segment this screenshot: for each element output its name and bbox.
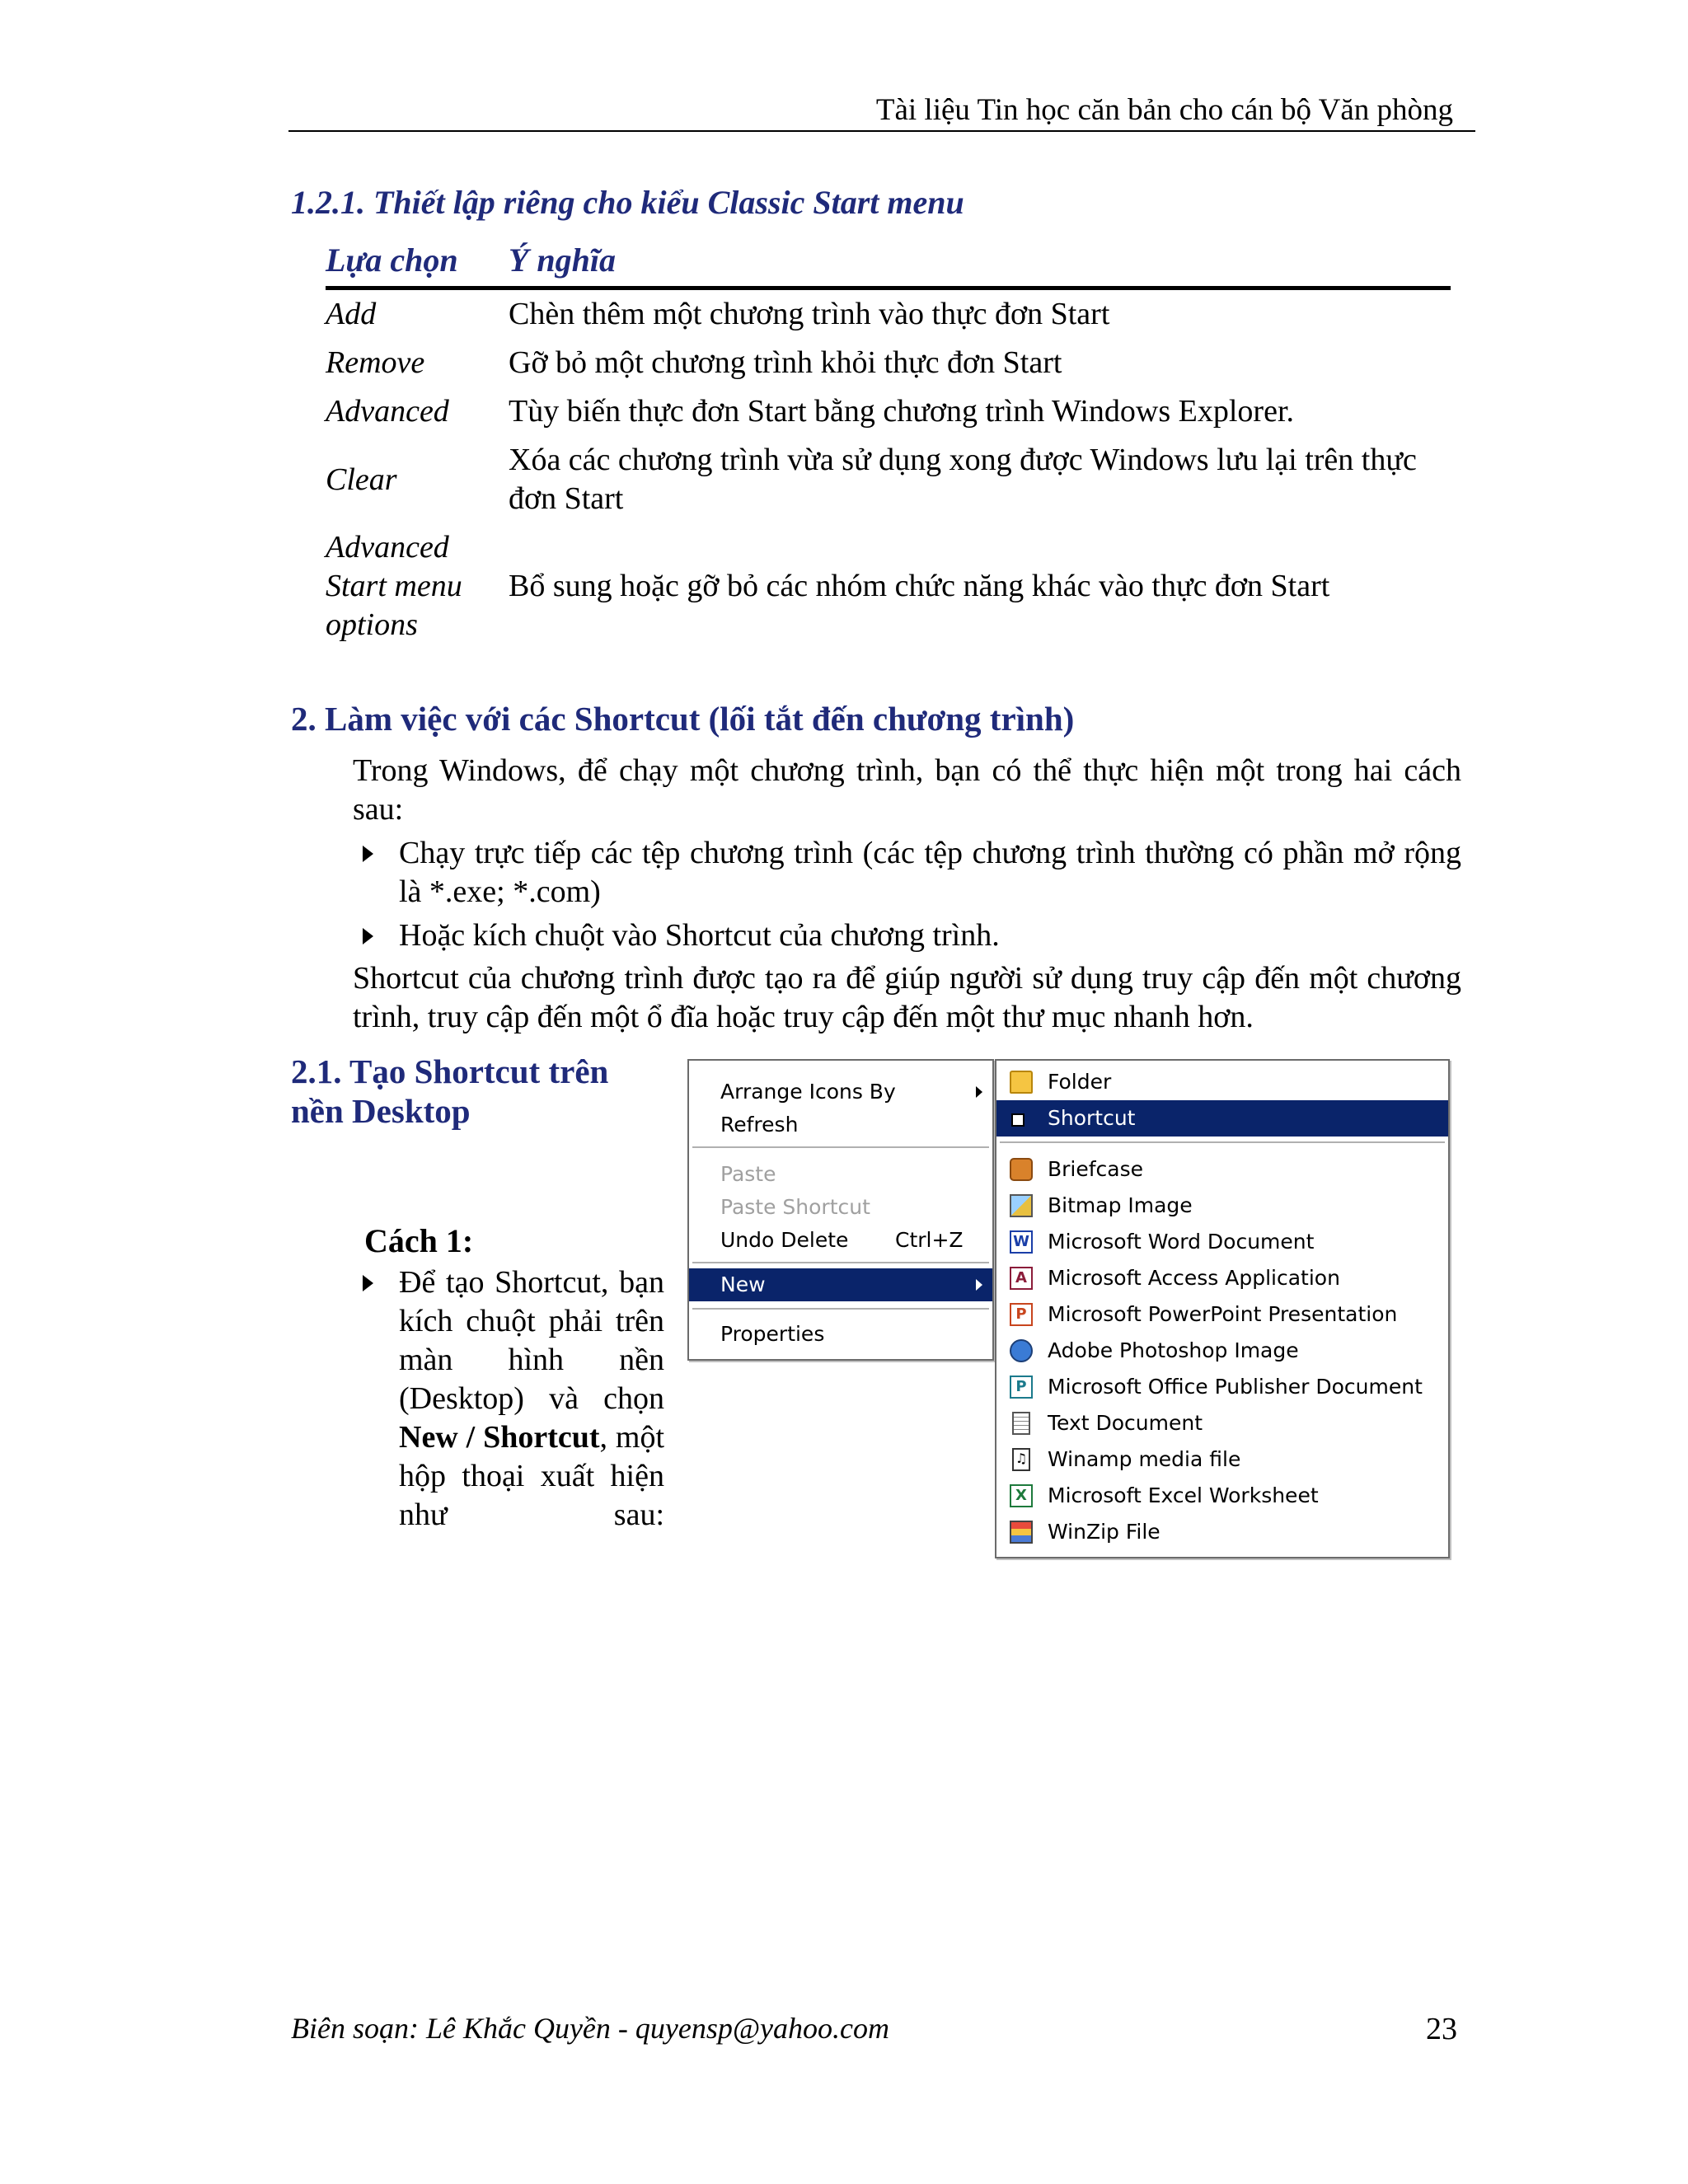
photoshop-icon [1010,1339,1033,1362]
menu-item-paste[interactable] [689,1158,992,1191]
new-submenu [995,1059,1450,1558]
bullet-item [363,1263,664,1535]
submenu-item-powerpoint[interactable] [996,1296,1448,1333]
submenu-item-winzip[interactable] [996,1514,1448,1550]
page-header-title: Tài liệu Tin học căn bản cho cán bộ Văn phòng [875,93,1453,127]
submenu-arrow-icon [976,1086,982,1098]
menu-item-label: Paste [720,1162,776,1186]
submenu-item-photoshop[interactable] [996,1333,1448,1369]
desktop-context-menu [687,1059,994,1361]
table-row [326,288,1451,340]
briefcase-icon [1010,1158,1033,1181]
submenu-item-bitmap[interactable] [996,1188,1448,1224]
menu-item-label: Microsoft Excel Worksheet [1048,1483,1319,1507]
table-row [326,387,1451,436]
section-21-title: 2.1. Tạo Shortcut trên nền Desktop [291,1052,609,1130]
option-cell: Clear [326,462,397,497]
keyword-shortcut: Shortcut [483,1420,600,1455]
menu-item-label: New [720,1272,766,1296]
table-row [326,523,1451,649]
submenu-item-excel[interactable] [996,1478,1448,1514]
winamp-icon: ♫ [1012,1448,1030,1471]
submenu-item-folder[interactable] [996,1064,1448,1100]
meaning-cell: Bổ sung hoặc gỡ bỏ các nhóm chức năng khác vào thực đơn Start [509,569,1330,603]
menu-item-arrange-icons[interactable] [689,1076,992,1108]
bullet-text [399,1263,664,1535]
menu-separator [1000,1141,1445,1143]
menu-item-label: Microsoft Office Publisher Document [1048,1375,1423,1399]
menu-separator [692,1262,989,1263]
table-row [326,339,1451,387]
bullet-arrow-icon [363,928,373,944]
menu-separator [692,1146,989,1148]
menu-item-refresh[interactable] [689,1108,992,1141]
menu-item-label: Adobe Photoshop Image [1048,1338,1299,1362]
header-rule [288,130,1475,132]
menu-item-label: Arrange Icons By [720,1080,896,1104]
menu-item-label: Text Document [1048,1411,1203,1435]
text-document-icon [1012,1412,1030,1435]
menu-item-label: Refresh [720,1113,799,1137]
menu-item-label: Briefcase [1048,1157,1144,1181]
keyword-new: New [399,1420,458,1455]
section-2-intro: Trong Windows, để chạy một chương trình, bạn có thể thực hiện một trong hai cách sau: [353,753,1461,827]
section-121-title: 1.2.1. Thiết lập riêng cho kiểu Classic Start menu [291,184,964,221]
meaning-cell: Xóa các chương trình vừa sử dụng xong được Windows lưu lại trên thực đơn Start [509,443,1417,516]
table-row [326,436,1451,523]
footer-author: Biên soạn: Lê Khắc Quyền - quyensp@yahoo.com [291,2012,889,2045]
keyword-slash: / [457,1420,484,1455]
menu-item-label: Winamp media file [1048,1447,1241,1471]
menu-item-label: Properties [720,1322,825,1346]
menu-item-shortcut-key: Ctrl+Z [895,1228,964,1252]
menu-item-label: Undo Delete [720,1228,849,1252]
submenu-item-publisher[interactable] [996,1369,1448,1405]
bullet-text: Hoặc kích chuột vào Shortcut của chương trình. [399,918,1000,953]
bullet-text-part: Để tạo Shortcut, bạn kích chuột phải trên màn hình nền (Desktop) và chọn [399,1265,664,1416]
excel-icon: X [1010,1484,1033,1507]
submenu-item-winamp[interactable] [996,1441,1448,1478]
bullet-item [363,916,1461,955]
publisher-icon: P [1010,1376,1033,1399]
meaning-cell: Chèn thêm một chương trình vào thực đơn Start [509,297,1110,331]
method-1-label: Cách 1: [364,1222,474,1259]
table-header-meaning: Ý nghĩa [509,241,1451,288]
access-icon: A [1010,1267,1033,1290]
option-cell: Advanced [326,394,449,429]
option-cell: Remove [326,345,425,380]
meaning-cell: Gỡ bỏ một chương trình khỏi thực đơn Start [509,345,1062,380]
option-cell: Advanced Start menu options [326,530,462,642]
shortcut-icon [1011,1113,1025,1127]
powerpoint-icon: P [1010,1303,1033,1326]
menu-separator [692,1308,989,1310]
table-header-option: Lựa chọn [326,241,509,288]
menu-item-label: Bitmap Image [1048,1193,1193,1217]
menu-item-undo-delete[interactable] [689,1224,992,1257]
menu-item-label: Paste Shortcut [720,1195,870,1219]
section-2-paragraph: Shortcut của chương trình được tạo ra để giúp người sử dụng truy cập đến một chương trình, truy cập đến một ổ đĩa hoặc truy cập đến một thư mục nhanh hơn. [353,961,1461,1034]
submenu-item-word[interactable] [996,1224,1448,1260]
submenu-item-text[interactable] [996,1405,1448,1441]
menu-item-paste-shortcut[interactable] [689,1191,992,1224]
submenu-item-shortcut[interactable] [996,1100,1448,1137]
bitmap-icon [1010,1194,1033,1217]
bullet-arrow-icon [363,1275,373,1291]
menu-item-new[interactable] [689,1268,992,1301]
option-cell: Add [326,297,377,331]
submenu-item-access[interactable] [996,1260,1448,1296]
bullet-text: Chạy trực tiếp các tệp chương trình (các tệp chương trình thường có phần mở rộng là *.exe; *.com) [399,836,1461,909]
page-number: 23 [1426,2012,1457,2046]
bullet-text-part: , một hộp thoại xuất hiện như sau: [399,1420,664,1532]
menu-item-label: WinZip File [1048,1520,1160,1544]
meaning-cell: Tùy biến thực đơn Start bằng chương trình Windows Explorer. [509,394,1295,429]
submenu-item-briefcase[interactable] [996,1151,1448,1188]
menu-item-label: Microsoft Word Document [1048,1230,1315,1254]
winzip-icon [1010,1521,1033,1544]
bullet-arrow-icon [363,846,373,862]
bullet-item [363,834,1461,912]
section-2-title: 2. Làm việc với các Shortcut (lối tắt đến chương trình) [291,700,1075,738]
menu-item-properties[interactable] [689,1318,992,1351]
menu-item-label: Microsoft Access Application [1048,1266,1340,1290]
folder-icon [1010,1071,1033,1094]
options-table [326,241,1451,649]
menu-item-label: Microsoft PowerPoint Presentation [1048,1302,1398,1326]
submenu-arrow-icon [976,1279,982,1291]
menu-item-label: Shortcut [1048,1106,1136,1130]
word-icon: W [1010,1230,1033,1254]
menu-item-label: Folder [1048,1070,1112,1094]
